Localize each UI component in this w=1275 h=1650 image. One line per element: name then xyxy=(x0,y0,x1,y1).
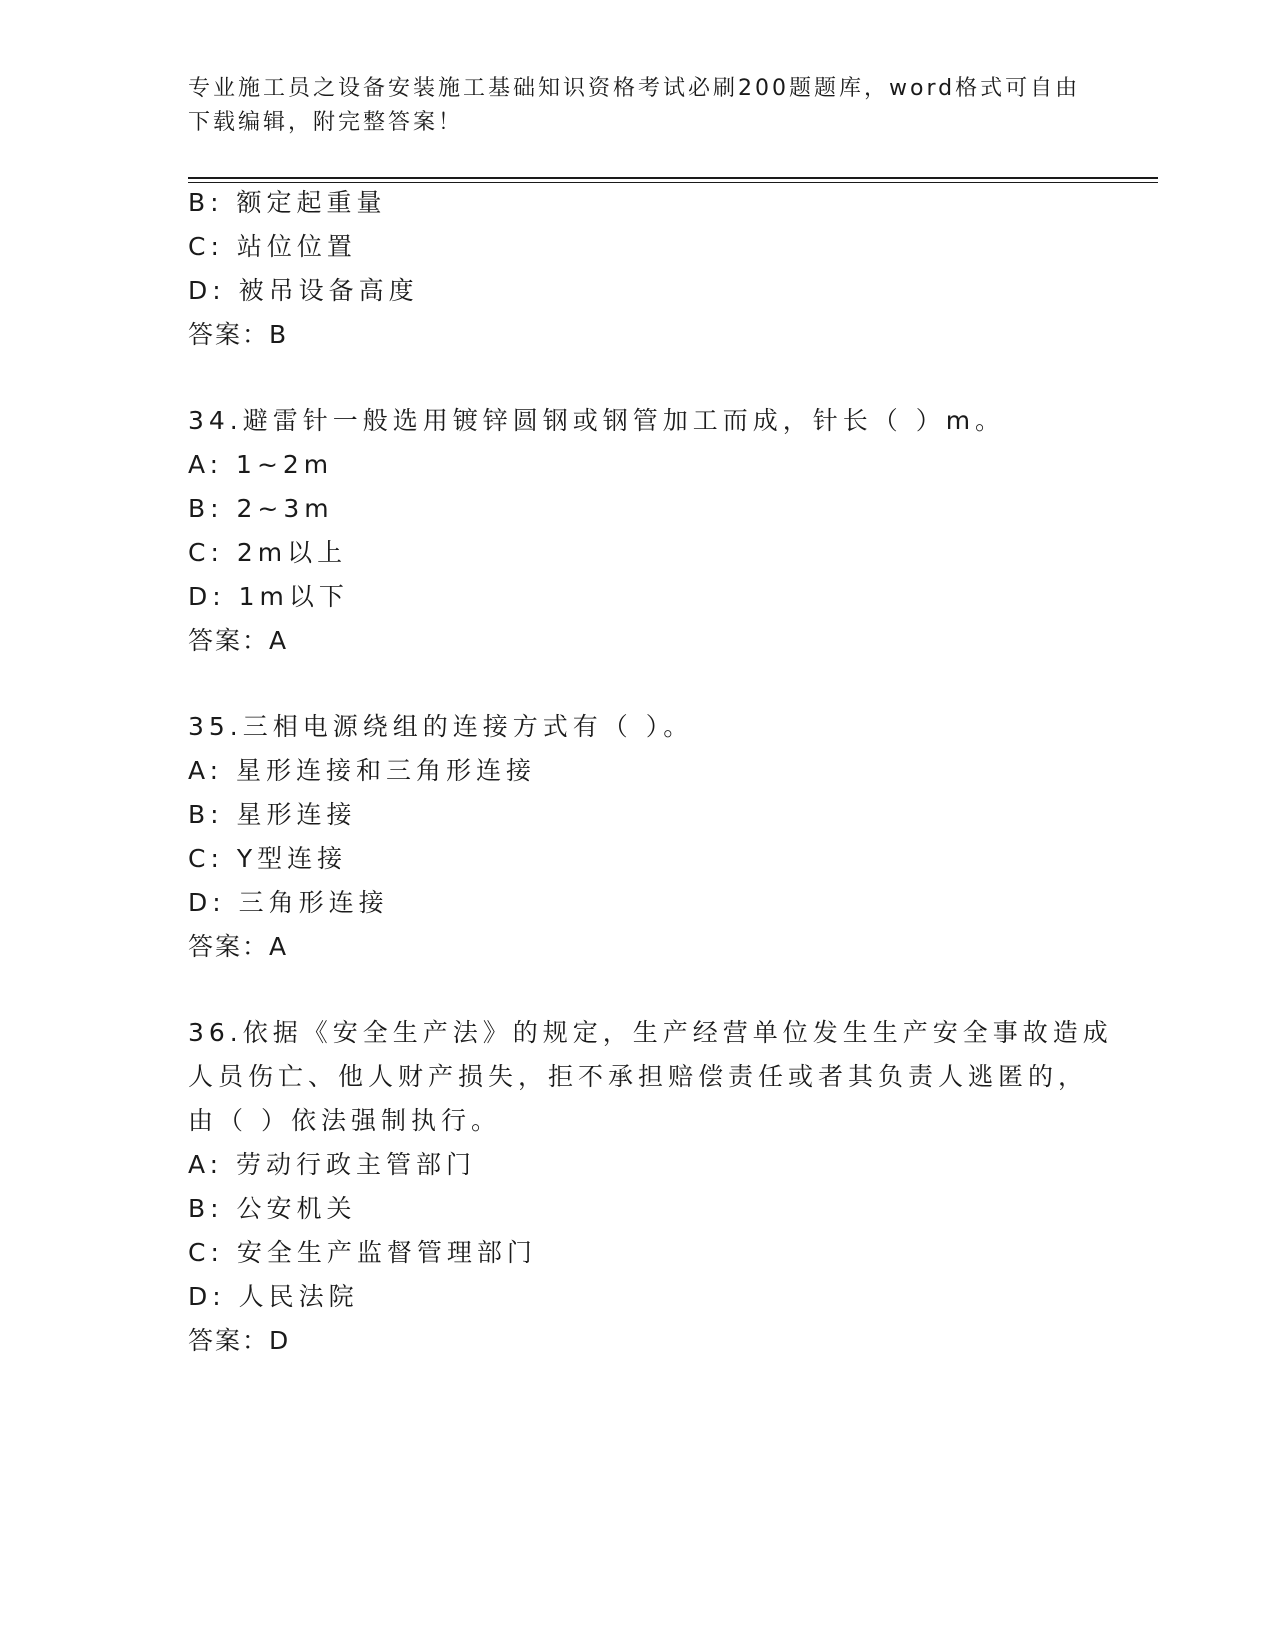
header-divider-thick xyxy=(188,177,1158,179)
q35-option-b: B: 星形连接 xyxy=(188,800,357,829)
q34-answer: 答案：A xyxy=(188,626,289,655)
q34-stem: 34.避雷针一般选用镀锌圆钢或钢管加工而成，针长（ ）m。 xyxy=(188,406,1006,435)
q36-option-a: A: 劳动行政主管部门 xyxy=(188,1150,477,1179)
prev-option-b: B: 额定起重量 xyxy=(188,188,387,217)
q36-option-c: C: 安全生产监督管理部门 xyxy=(188,1238,537,1267)
q35-answer: 答案：A xyxy=(188,932,289,961)
q35-option-c: C: Y型连接 xyxy=(188,844,348,873)
q36-answer: 答案：D xyxy=(188,1326,291,1355)
prev-answer: 答案：B xyxy=(188,320,289,349)
q34-option-b: B: 2~3m xyxy=(188,494,334,523)
document-header xyxy=(188,72,1088,140)
q34-option-a: A: 1~2m xyxy=(188,450,334,479)
header-line-2: 下载编辑，附完整答案！ xyxy=(188,110,464,135)
q35-stem: 35.三相电源绕组的连接方式有（ ）。 xyxy=(188,712,694,741)
header-divider-thin xyxy=(188,182,1158,183)
q36-stem-line-2: 人员伤亡、他人财产损失，拒不承担赔偿责任或者其负责人逃匿的， xyxy=(188,1062,1089,1091)
q35-option-a: A: 星形连接和三角形连接 xyxy=(188,756,537,785)
q36-option-d: D: 人民法院 xyxy=(188,1282,359,1311)
q34-option-c: C: 2m以上 xyxy=(188,538,348,567)
prev-option-d: D: 被吊设备高度 xyxy=(188,276,419,305)
q36-stem-line-1: 36.依据《安全生产法》的规定，生产经营单位发生生产安全事故造成 xyxy=(188,1018,1113,1047)
q34-option-d: D: 1m以下 xyxy=(188,582,349,611)
q35-option-d: D: 三角形连接 xyxy=(188,888,389,917)
prev-option-c: C: 站位位置 xyxy=(188,232,357,261)
q36-stem-line-3: 由（ ）依法强制执行。 xyxy=(188,1106,501,1135)
header-line-1: 专业施工员之设备安装施工基础知识资格考试必刷200题题库，word格式可自由 xyxy=(188,76,1081,101)
q36-option-b: B: 公安机关 xyxy=(188,1194,357,1223)
